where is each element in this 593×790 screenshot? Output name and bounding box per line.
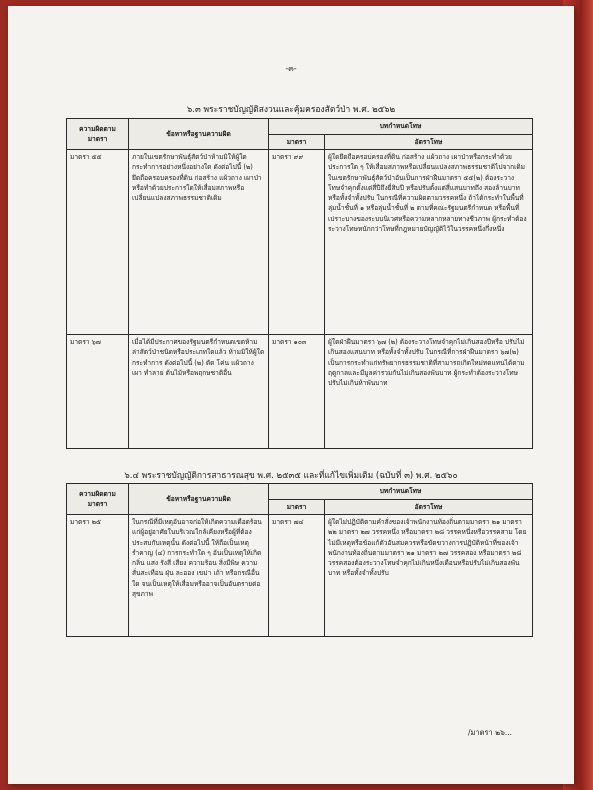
table-row [67,515,533,637]
table-row [67,335,533,449]
fact-cell: ในกรณีที่มีเหตุอันอาจก่อให้เกิดความเดือดร้อนแก่ผู้อยู่อาศัยในบริเวณใกล้เคียงหรือผู้ที่ต้องประสบกับเหตุนั้น ดังต่อไปนี้ ให้ถือเป็นเหตุรำคาญ (๔) การกระทำใด ๆ อันเป็นเหตุให้เกิดกลิ่น แสง รังสี เสียง ความร้อน สิ่งมีพิษ ความสั่นสะเทือน ฝุ่น ละออง เขม่า เถ้า หรือกรณีอื่นใด จนเป็นเหตุให้เสื่อมหรืออาจเป็นอันตรายต่อสุขภาพ [129,515,269,637]
rate-cell: ผู้ใดยึดถือครอบครองที่ดิน ก่อสร้าง แผ้วถาง เผาป่าหรือกระทำด้วยประการใด ๆ ให้เสื่อมสภาพหรือเปลี่ยนแปลงสภาพธรรมชาติไปจากเดิมในเขตรักษาพันธุ์สัตว์ป่าอันเป็นการฝ่าฝืนมาตรา ๕๕(๒) ต้องระวางโทษจำคุกตั้งแต่สี่ปีถึงยี่สิบปี หรือปรับตั้งแต่สี่แสนบาทถึง สองล้านบาทหรือทั้งจำทั้งปรับ ในกรณีที่ความผิดตามวรรคหนึ่ง ถ้าได้กระทำในพื้นที่ลุ่มน้ำชั้นที่ ๑ หรือลุ่มน้ำชั้นที่ ๒ ตามที่คณะรัฐมนตรีกำหนด หรือพื้นที่เปราะบางของระบบนิเวศหรือความหลากหลายทางชีวภาพ ผู้กระทำต้องระวางโทษหนักกว่าโทษที่กฎหมายบัญญัติไว้ในวรรคหนึ่งกึ่งหนึ่ง [325,150,533,335]
section-title: ๖.๓ พระราชบัญญัติสงวนและคุ้มครองสัตว์ป่า พ.ศ. ๒๕๖๒ [186,105,396,115]
section-cell: มาตรา ๙๙ [269,150,325,335]
header-penalty: บทกำหนดโทษ [269,484,533,500]
section-cell: มาตรา ๑๐๓ [269,335,325,449]
section-title: ๖.๔ พระราชบัญญัติการสาธารณสุข พ.ศ. ๒๕๓๕ และที่แก้ไขเพิ่มเติม (ฉบับที่ ๓) พ.ศ. ๒๕๖๐ [124,471,458,481]
header-section: มาตรา [269,135,325,150]
fact-cell: ภายในเขตรักษาพันธุ์สัตว์ป่าห้ามมิให้ผู้ใดกระทำการอย่างหนึ่งอย่างใด ดังต่อไปนี้ (๒) ยึดถือครอบครองที่ดิน ก่อสร้าง แผ้วถาง เผาป่า หรือทำด้วยประการใดให้เสื่อมสภาพหรือเปลี่ยนแปลงสภาพธรรมชาติเดิม [129,150,269,335]
rate-cell: ผู้ใดไม่ปฏิบัติตามคำสั่งของเจ้าพนักงานท้องถิ่นตามมาตรา ๒๑ มาตรา ๒๒ มาตรา ๒๗ วรรคหนึ่ง หรือมาตรา ๒๘ วรรคหนึ่งหรือวรรคสาม โดยไม่มีเหตุหรือข้อแก้ตัวอันสมควรหรือขัดขวางการปฏิบัติหน้าที่ของเจ้าพนักงานท้องถิ่นตามมาตรา ๒๑ มาตรา ๒๗ วรรคสอง หรือมาตรา ๒๘ วรรคสองต้องระวางโทษจำคุกไม่เกินหนึ่งเดือนหรือปรับไม่เกินสองพันบาท หรือทั้งจำทั้งปรับ [325,515,533,637]
header-offence-section: ความผิดตามมาตรา [67,119,129,150]
header-fact: ข้อหาหรือฐานความผิด [129,484,269,515]
page-number: -๓- [285,64,297,73]
continuation-note: /มาตรา ๒๖... [467,728,512,737]
document-page [8,6,574,784]
offence-cell: มาตรา ๕๕ [67,150,129,335]
offence-cell: มาตรา ๖๗ [67,335,129,449]
fact-cell: เมื่อได้มีประกาศของรัฐมนตรีกำหนดเขตห้ามล่าสัตว์ป่าชนิดหรือประเภทใดแล้ว ห้ามมิให้ผู้ใดกระทำการ ดังต่อไปนี้ (๒) ตัด โค่น แผ้วถาง เผา ทำลาย ต้นไม้หรือพฤกษชาติอื่น [129,335,269,449]
section-cell: มาตรา ๗๔ [269,515,325,637]
rate-cell: ผู้ใดฝ่าฝืนมาตรา ๖๗ (๒) ต้องระวางโทษจำคุกไม่เกินสองปีหรือ ปรับไม่เกินสองแสนบาท หรือทั้งจำทั้งปรับ ในกรณีที่การฝ่าฝืนมาตรา ๖๗(๒) เป็นการกระทำแก่ทรัพยากรธรรมชาติที่สามารถเกิดใหม่ทดแทนได้ตามฤดูกาลและมีมูลค่ารวมกันไม่เกินสองพันบาท ผู้กระทำต้องระวางโทษปรับไม่เกินห้าพันบาท [325,335,533,449]
header-penalty: บทกำหนดโทษ [269,119,533,135]
header-fact: ข้อหาหรือฐานความผิด [129,119,269,150]
header-rate: อัตราโทษ [325,135,533,150]
header-offence-section: ความผิดตามมาตรา [67,484,129,515]
header-rate: อัตราโทษ [325,500,533,515]
header-section: มาตรา [269,500,325,515]
table-row [67,150,533,335]
law-table [66,483,533,637]
offence-cell: มาตรา ๒๕ [67,515,129,637]
law-table [66,118,533,449]
